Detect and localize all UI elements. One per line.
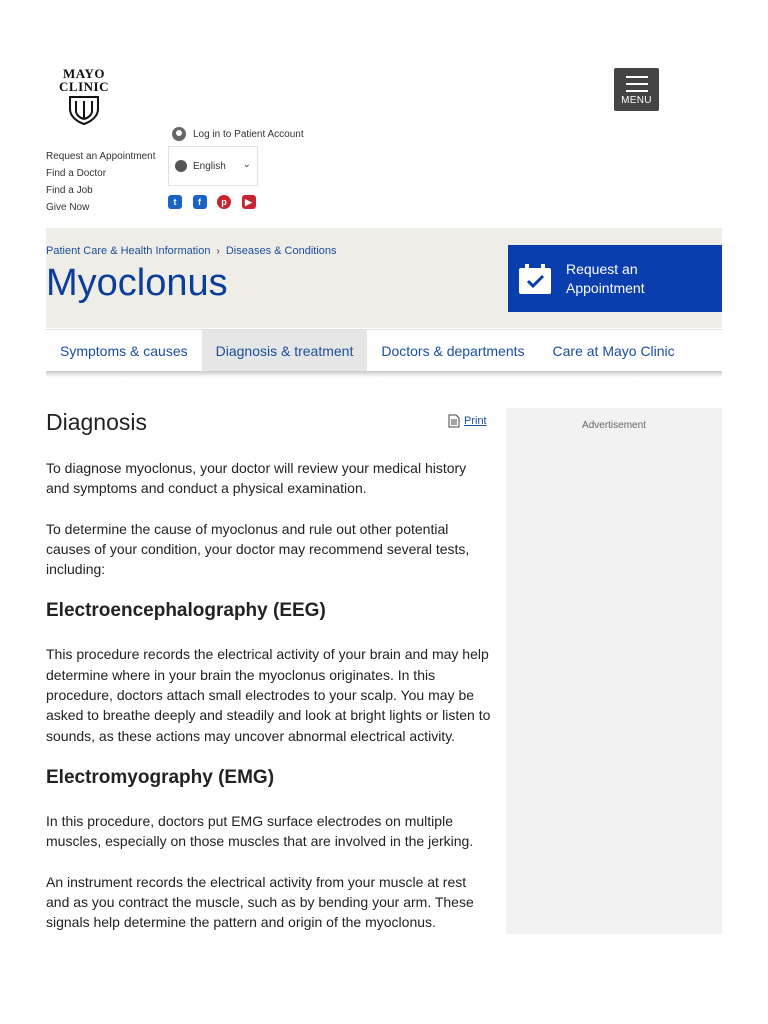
subheading-emg: Electromyography (EMG) bbox=[46, 766, 275, 788]
request-appointment-link[interactable]: Request an Appointment bbox=[46, 151, 156, 162]
tab-shadow bbox=[46, 371, 722, 377]
request-appointment-button[interactable] bbox=[508, 245, 722, 312]
print-icon bbox=[448, 414, 460, 428]
article-content bbox=[46, 408, 492, 952]
breadcrumb-patient-care[interactable]: Patient Care & Health Information bbox=[46, 245, 211, 257]
globe-icon bbox=[175, 160, 187, 172]
language-select[interactable] bbox=[168, 146, 258, 186]
twitter-icon[interactable]: t bbox=[168, 195, 182, 209]
social-links bbox=[168, 195, 266, 209]
quick-links bbox=[46, 148, 156, 216]
find-job-link[interactable]: Find a Job bbox=[46, 185, 93, 196]
tab-doctors-departments[interactable]: Doctors & departments bbox=[381, 343, 525, 359]
paragraph-intro-1: To diagnose myoclonus, your doctor will review your medical history and symptoms and conduct a physical examination. bbox=[46, 460, 467, 497]
appointment-line-2: Appointment bbox=[566, 279, 645, 296]
paragraph-intro-2: To determine the cause of myoclonus and rule out other potential causes of your condition, your doctor may recommend several tests, including: bbox=[46, 520, 470, 578]
breadcrumb bbox=[46, 245, 337, 257]
menu-button[interactable] bbox=[614, 68, 659, 111]
chevron-down-icon: ⌄ bbox=[242, 159, 251, 170]
calendar-check-icon bbox=[518, 263, 552, 295]
section-heading-diagnosis: Diagnosis bbox=[46, 409, 147, 435]
breadcrumb-diseases-conditions[interactable]: Diseases & Conditions bbox=[225, 245, 337, 257]
page-title: Myoclonus bbox=[46, 262, 228, 304]
section-tabs bbox=[46, 329, 722, 372]
appointment-line-1: Request an bbox=[566, 260, 638, 277]
language-selected: English bbox=[193, 160, 226, 172]
tab-symptoms-causes[interactable]: Symptoms & causes bbox=[60, 343, 188, 359]
user-icon bbox=[172, 127, 186, 141]
hamburger-icon bbox=[626, 76, 648, 97]
advertisement-panel bbox=[506, 408, 722, 934]
pinterest-icon[interactable]: p bbox=[217, 195, 231, 209]
print-link[interactable] bbox=[448, 414, 487, 428]
advertisement-label: Advertisement bbox=[582, 420, 646, 431]
login-label: Log in to Patient Account bbox=[193, 128, 304, 140]
subheading-eeg: Electroencephalography (EEG) bbox=[46, 600, 326, 622]
paragraph-emg-1: In this procedure, doctors put EMG surface electrodes on multiple muscles, especially on those muscles that are involved in the jerking. bbox=[46, 812, 474, 850]
logo-word-clinic: CLINIC bbox=[59, 79, 109, 94]
facebook-icon[interactable]: f bbox=[193, 195, 207, 209]
paragraph-eeg: This procedure records the electrical activity of your brain and may help determine where in your brain the myoclonus originates. In this procedure, doctors attach small electrodes to your scalp. You may be asked to breathe deeply and steadily and look at bright lights or listen to sounds, as these actions may uncover abnormal electrical activity. bbox=[46, 646, 491, 744]
tab-care-at-mayo[interactable]: Care at Mayo Clinic bbox=[552, 343, 675, 359]
find-doctor-link[interactable]: Find a Doctor bbox=[46, 168, 107, 179]
give-now-link[interactable]: Give Now bbox=[46, 202, 90, 213]
menu-label: MENU bbox=[621, 95, 652, 106]
logo-word-mayo: MAYO bbox=[63, 66, 105, 81]
print-label: Print bbox=[464, 415, 487, 427]
shield-logo-icon bbox=[66, 95, 102, 125]
chevron-right-icon: › bbox=[216, 245, 220, 257]
mayo-clinic-logo[interactable] bbox=[54, 67, 114, 125]
youtube-icon[interactable]: ▶ bbox=[242, 195, 256, 209]
patient-account-login-link[interactable] bbox=[172, 127, 304, 141]
paragraph-emg-2: An instrument records the electrical activity from your muscle at rest and as you contract the muscle, such as by bending your arm. These signals help determine the pattern and origin of the myoclonus. bbox=[46, 873, 474, 931]
tab-diagnosis-treatment[interactable]: Diagnosis & treatment bbox=[202, 330, 368, 372]
